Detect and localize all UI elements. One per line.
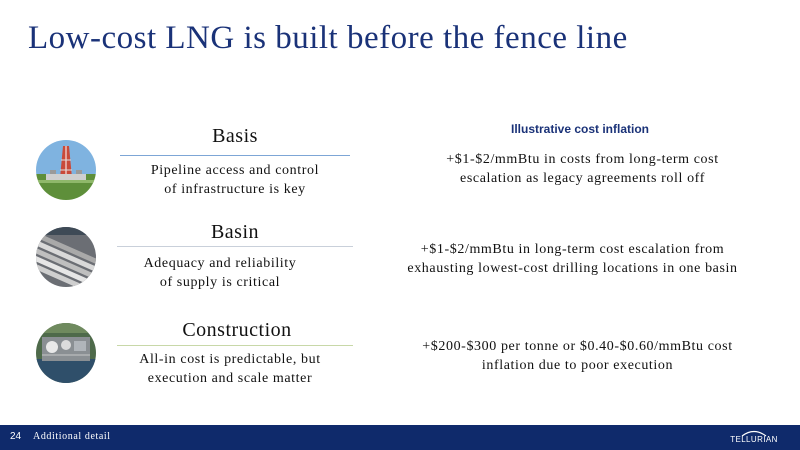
- inflation-line: escalation as legacy agreements roll off: [460, 171, 705, 186]
- lng-plant-photo-icon: [36, 323, 96, 383]
- row-divider: [117, 345, 353, 346]
- pipeline-photo-icon: [36, 227, 96, 287]
- row-description-basin: [105, 254, 335, 292]
- row-divider: [120, 155, 350, 156]
- row-heading-basin: Basin: [210, 221, 260, 243]
- inflation-line: exhausting lowest-cost drilling locations in one basin: [407, 261, 738, 276]
- row-description-basis: [115, 161, 355, 199]
- row-description-construction: [110, 350, 350, 388]
- page-title: Low-cost LNG is built before the fence line: [28, 20, 628, 56]
- inflation-line: +$1-$2/mmBtu in costs from long-term cost: [446, 152, 719, 167]
- inflation-line: +$200-$300 per tonne or $0.40-$0.60/mmBtu cost: [422, 339, 733, 354]
- logo-text: TELLURIAN: [730, 435, 778, 444]
- inflation-text-construction: [380, 337, 775, 375]
- description-line: Pipeline access and control: [150, 163, 320, 178]
- inflation-text-basin: [375, 240, 770, 278]
- description-line: Adequacy and reliability: [143, 256, 297, 271]
- description-line: of supply is critical: [159, 275, 281, 290]
- row-heading-construction: Construction: [182, 319, 292, 341]
- drilling-rig-photo-icon: [36, 140, 96, 200]
- tellurian-logo-icon: [724, 429, 784, 447]
- row-divider: [117, 246, 353, 247]
- description-line: All-in cost is predictable, but: [139, 352, 321, 367]
- column-title: Illustrative cost inflation: [510, 122, 650, 136]
- inflation-text-basis: [385, 150, 780, 188]
- row-heading-basis: Basis: [212, 125, 258, 147]
- footer-bar: [0, 425, 800, 450]
- description-line: execution and scale matter: [147, 371, 313, 386]
- inflation-line: inflation due to poor execution: [481, 358, 674, 373]
- description-line: of infrastructure is key: [164, 182, 306, 197]
- footer-label: Additional detail: [33, 431, 111, 442]
- page-number: 24: [10, 431, 22, 442]
- inflation-line: +$1-$2/mmBtu in long-term cost escalation from: [420, 242, 725, 257]
